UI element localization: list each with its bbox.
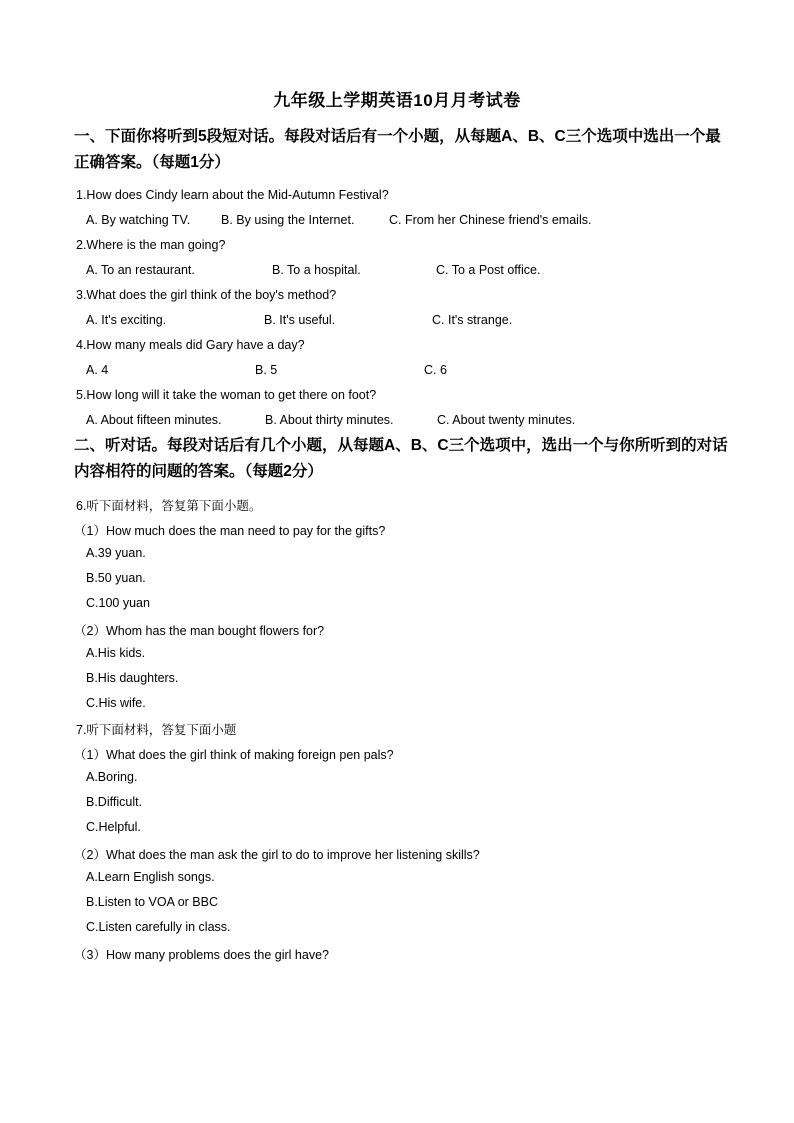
question-6-1: （1）How much does the man need to pay for the gifts? bbox=[74, 524, 386, 538]
question-7-3: （3）How many problems does the girl have? bbox=[74, 948, 329, 962]
option-c: C.Helpful. bbox=[86, 820, 141, 834]
exam-title: 九年级上学期英语10月月考试卷 bbox=[273, 91, 521, 110]
option-b: B.Difficult. bbox=[86, 795, 143, 809]
question-3: 3.What does the girl think of the boy's method? bbox=[76, 288, 337, 302]
option-b: B. By using the Internet. bbox=[221, 213, 355, 227]
option-c: C. From her Chinese friend's emails. bbox=[389, 213, 592, 227]
option-a: A.Boring. bbox=[86, 770, 138, 784]
option-a: A.Learn English songs. bbox=[86, 870, 215, 884]
option-a: A.His kids. bbox=[86, 646, 146, 660]
option-b: B. About thirty minutes. bbox=[265, 413, 394, 427]
question-6-intro: 6.听下面材料，答复第下面小题。 bbox=[76, 499, 262, 513]
option-a: A. 4 bbox=[86, 363, 109, 377]
question-1: 1.How does Cindy learn about the Mid-Autumn Festival? bbox=[76, 188, 389, 202]
option-c: C.His wife. bbox=[86, 696, 146, 710]
question-6-2: （2）Whom has the man bought flowers for? bbox=[74, 624, 325, 638]
option-c: C. 6 bbox=[424, 363, 447, 377]
option-c: C.100 yuan bbox=[86, 596, 150, 610]
option-b: B. 5 bbox=[255, 363, 278, 377]
option-c: C. It's strange. bbox=[432, 313, 513, 327]
option-a: A. To an restaurant. bbox=[86, 263, 195, 277]
question-7-1: （1）What does the girl think of making foreign pen pals? bbox=[74, 748, 394, 762]
question-7-intro: 7.听下面材料，答复下面小题 bbox=[76, 723, 237, 737]
option-b: B.His daughters. bbox=[86, 671, 179, 685]
question-2: 2.Where is the man going? bbox=[76, 238, 226, 252]
option-b: B. To a hospital. bbox=[272, 263, 361, 277]
option-a: A. It's exciting. bbox=[86, 313, 167, 327]
option-c: C.Listen carefully in class. bbox=[86, 920, 231, 934]
option-b: B.Listen to VOA or BBC bbox=[86, 895, 219, 909]
section-2-heading: 二、听对话。每段对话后有几个小题，从每题A、B、C三个选项中，选出一个与你所听到的对话内容相符的问题的答案。（每题2分） bbox=[74, 437, 728, 480]
question-7-2: （2）What does the man ask the girl to do to improve her listening skills? bbox=[74, 848, 480, 862]
option-b: B.50 yuan. bbox=[86, 571, 146, 585]
option-a: A. About fifteen minutes. bbox=[86, 413, 222, 427]
option-c: C. To a Post office. bbox=[436, 263, 541, 277]
option-a: A.39 yuan. bbox=[86, 546, 146, 560]
option-c: C. About twenty minutes. bbox=[437, 413, 576, 427]
section-1-heading: 一、下面你将听到5段短对话。每段对话后有一个小题，从每题A、B、C三个选项中选出一个最正确答案。（每题1分） bbox=[74, 128, 721, 171]
option-a: A. By watching TV. bbox=[86, 213, 191, 227]
question-5: 5.How long will it take the woman to get there on foot? bbox=[76, 388, 377, 402]
option-b: B. It's useful. bbox=[264, 313, 336, 327]
question-4: 4.How many meals did Gary have a day? bbox=[76, 338, 305, 352]
